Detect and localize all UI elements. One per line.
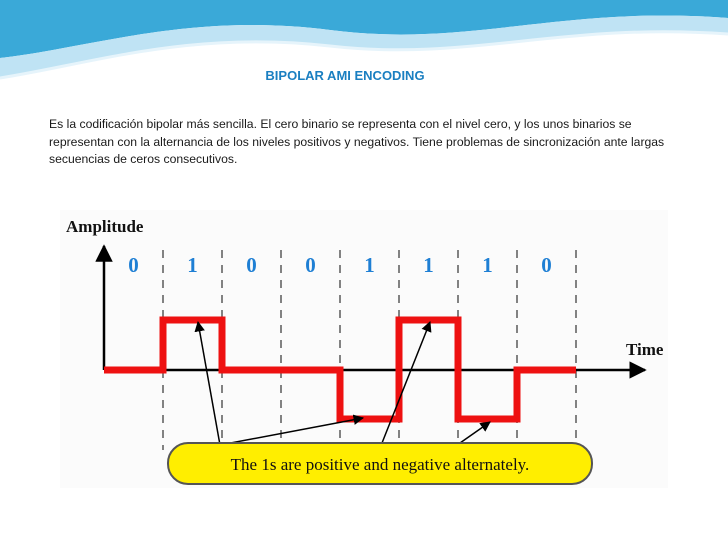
x-axis-label: Time [626,340,664,359]
callout-text: The 1s are positive and negative alternately. [230,455,530,474]
bit-label: 0 [246,253,257,277]
y-axis-label: Amplitude [66,217,144,236]
bit-label: 1 [423,253,434,277]
bit-label: 1 [482,253,493,277]
ami-encoding-diagram [60,210,668,488]
bit-label: 0 [541,253,552,277]
bit-label: 0 [128,253,139,277]
bit-label: 1 [187,253,198,277]
bit-label: 1 [364,253,375,277]
slide-title: BIPOLAR AMI ENCODING [265,68,425,83]
slide-body-text: Es la codificación bipolar más sencilla. El cero binario se representa con el nivel cero, y los unos binarios se representan con la alternancia de los niveles positivos y negativos. Tiene problemas de sincronización ante largas secuencias de ceros consecutivos. [49,117,665,166]
bit-label: 0 [305,253,316,277]
